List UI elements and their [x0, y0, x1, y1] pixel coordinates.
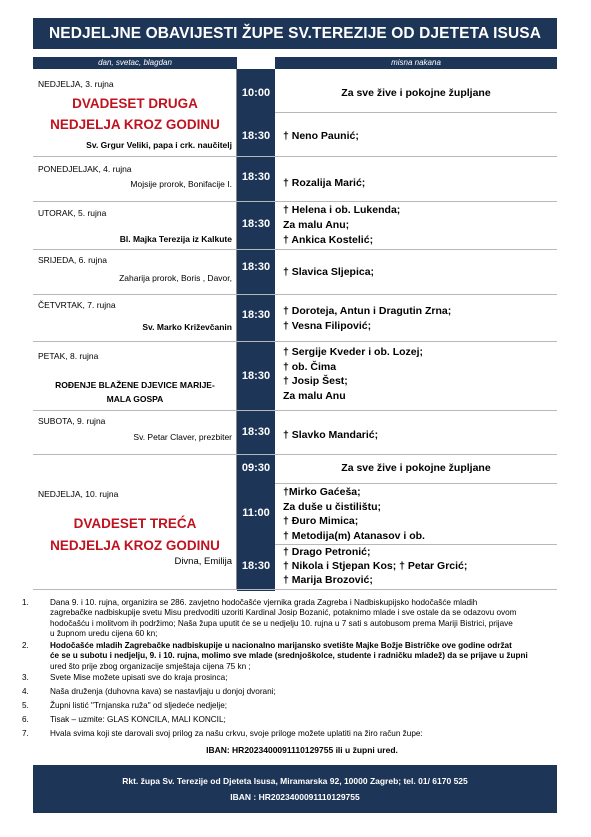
mass-intention	[275, 250, 557, 294]
intention-line: † Slavica Sljepica;	[283, 266, 375, 278]
mass-time: 18:30	[241, 171, 271, 183]
mass-intention	[275, 545, 557, 589]
feast-title-line1: DVADESET DRUGA	[72, 96, 198, 111]
intention-line: † Nikola i Stjepan Kos; † Petar Grcić;	[283, 560, 468, 572]
day-label: NEDJELJA, 3. rujna	[38, 79, 114, 89]
mass-intention	[275, 342, 557, 410]
feast-title-line2: NEDJELJA KROZ GODINU	[50, 538, 220, 553]
item-number: 2.	[22, 641, 29, 650]
saint-label: Sv. Grgur Veliki, papa i crk. naučitelj	[86, 140, 232, 150]
schedule-row-monday	[33, 157, 557, 202]
intention-line: Za malu Anu	[283, 390, 346, 402]
intention-line: † Marija Brozović;	[283, 574, 373, 586]
mass-time: 09:30	[241, 462, 271, 474]
schedule-row-friday	[33, 342, 557, 411]
schedule-row-thursday	[33, 295, 557, 342]
mass-time: 18:30	[241, 130, 271, 142]
item-number: 7.	[22, 729, 29, 738]
announcement-text: Hodočašće mladih Zagrebačke nadbiskupije u nacionalno marijansko svetište Majke Božje Bistričke ove godine održat	[50, 641, 512, 650]
day-label: SRIJEDA, 6. rujna	[38, 255, 107, 265]
mass-intention	[275, 484, 557, 544]
saint-label: Mojsije prorok, Bonifacije I.	[130, 179, 232, 189]
item-number: 3.	[22, 673, 29, 682]
mass-time: 18:30	[241, 261, 271, 273]
feast-title-line1: ROĐENJE BLAŽENE DJEVICE MARIJE-	[55, 380, 215, 390]
footer-iban: IBAN : HR2023400091110129755	[230, 792, 360, 802]
feast-title-line2: NEDJELJA KROZ GODINU	[50, 117, 220, 132]
intention-line: † Ankica Kostelić;	[283, 234, 374, 246]
mass-time: 10:00	[241, 87, 271, 99]
day-label: PONEDJELJAK, 4. rujna	[38, 164, 132, 174]
intention-line: † Doroteja, Antun i Dragutin Zrna;	[283, 305, 452, 317]
intention-line: † Rozalija Marić;	[283, 177, 366, 189]
mass-intention	[275, 157, 557, 201]
saint-label: Sv. Marko Križevčanin	[142, 322, 232, 332]
intention-line: † Drago Petronić;	[283, 546, 371, 558]
mass-intention	[275, 455, 557, 483]
intention-line: Za sve žive i pokojne župljane	[341, 462, 491, 474]
announcement-text: u župnom uredu cijena 60 kn;	[50, 629, 158, 639]
day-label: ČETVRTAK, 7. rujna	[38, 300, 116, 310]
day-label: NEDJELJA, 10. rujna	[38, 489, 119, 499]
footer-address: Rkt. župa Sv. Terezije od Djeteta Isusa, Miramarska 92, 10000 Zagreb; tel. 01/ 6170 525	[122, 776, 468, 786]
announcement-text: Naša druženja (duhovna kava) se nastavljaju u donjoj dvorani;	[50, 687, 276, 696]
announcement-text: Hvala svima koji ste darovali svoj prilog za našu crkvu, svoje priloge možete uplatiti na žiro račun župe:	[50, 729, 423, 738]
intention-line: † Metodija(m) Atanasov i ob.	[283, 530, 425, 542]
item-number: 4.	[22, 687, 29, 696]
saint-label: Sv. Petar Claver, prezbiter	[133, 432, 232, 442]
announcement-text: Dana 9. i 10. rujna, organizira se 286. zavjetno hodočašće vjernika grada Zagreba i Nadbiskupijsko hodočašće mladih	[50, 598, 478, 607]
announcement-text: hodočašću i molitvom ih podržimo; Naša župa uputit će se u nedjelju 10. rujna u 7 sati s autobusom prema Mariji Bistrici, prijave	[50, 618, 513, 628]
announcement-text: će se u subotu i nedjelju, 9. i 10. rujna, molimo sve mlade (srednjoškolce, studente i radničku mladež) da se prijave u župni	[50, 651, 528, 661]
intention-line: †Mirko Gaćeša;	[283, 486, 361, 498]
mass-time: 18:30	[241, 560, 271, 572]
intention-line: Za duše u čistilištu;	[283, 501, 382, 513]
item-number: 1.	[22, 598, 29, 607]
day-label: PETAK, 8. rujna	[38, 351, 99, 361]
mass-time: 18:30	[241, 426, 271, 438]
feast-title-line1: DVADESET TREĆA	[73, 516, 197, 531]
mass-time: 18:30	[241, 370, 271, 382]
schedule-table	[33, 69, 557, 591]
page-title: NEDJELJNE OBAVIJESTI ŽUPE SV.TEREZIJE OD DJETETA ISUSA	[33, 18, 557, 49]
intention-line: † Sergije Kveder i ob. Lozej;	[283, 346, 424, 358]
intention-line: Za sve žive i pokojne župljane	[341, 87, 491, 99]
intention-line: † ob. Čima	[283, 361, 337, 373]
schedule-row-tuesday	[33, 202, 557, 250]
mass-time: 18:30	[241, 218, 271, 230]
mass-intention	[275, 295, 557, 341]
mass-time: 11:00	[242, 507, 270, 519]
announcement-text: Tisak – uzmite: GLAS KONCILA, MALI KONCIL;	[50, 715, 226, 724]
feast-title-line2: MALA GOSPA	[106, 394, 164, 404]
intention-line: † Helena i ob. Lukenda;	[283, 204, 401, 216]
schedule-row-saturday	[33, 411, 557, 455]
intention-line: † Slavko Mandarić;	[283, 429, 379, 441]
announcement-text: Svete Mise možete upisati sve do kraja prosinca;	[50, 673, 228, 682]
item-number: 5.	[22, 701, 29, 710]
intention-line: Za malu Anu;	[283, 219, 350, 231]
schedule-row-wednesday	[33, 250, 557, 295]
intention-line: † Neno Paunić;	[283, 130, 359, 142]
intention-line: † Josip Šest;	[283, 375, 348, 387]
intention-line: † Đuro Mimica;	[283, 515, 359, 527]
announcement-text: Župni listić "Trnjanska ruža" od sljedeće nedjelje;	[50, 701, 228, 710]
mass-intention	[275, 411, 557, 454]
header-day-saint: dan, svetac, blagdan	[33, 57, 237, 69]
day-label: SUBOTA, 9. rujna	[38, 416, 106, 426]
saint-label: Divna, Emilija	[174, 556, 232, 567]
day-label: UTORAK, 5. rujna	[38, 208, 107, 218]
mass-intention	[275, 202, 557, 249]
saint-label: Bl. Majka Terezija iz Kalkute	[119, 234, 232, 244]
mass-intention	[275, 69, 557, 112]
intention-line: † Vesna Filipović;	[283, 320, 372, 332]
header-mass-intention: misna nakana	[275, 57, 557, 69]
announcement-text: ured što prije zbog organizacije smještaja cijena 75 kn ;	[50, 661, 251, 671]
mass-time: 18:30	[241, 309, 271, 321]
announcement-text: zagrebačke nadbiskupije svetu Misu predvoditi uzoriti Kardinal Josip Bozanić, potaknimo mlade i sve ostale da se odazovu ovom	[50, 608, 517, 618]
item-number: 6.	[22, 715, 29, 724]
iban-line: IBAN: HR2023400091110129755 ili u župni ured.	[206, 745, 398, 755]
saint-label: Zaharija prorok, Boris , Davor,	[119, 273, 232, 283]
mass-intention	[275, 112, 557, 156]
footer	[33, 765, 557, 813]
